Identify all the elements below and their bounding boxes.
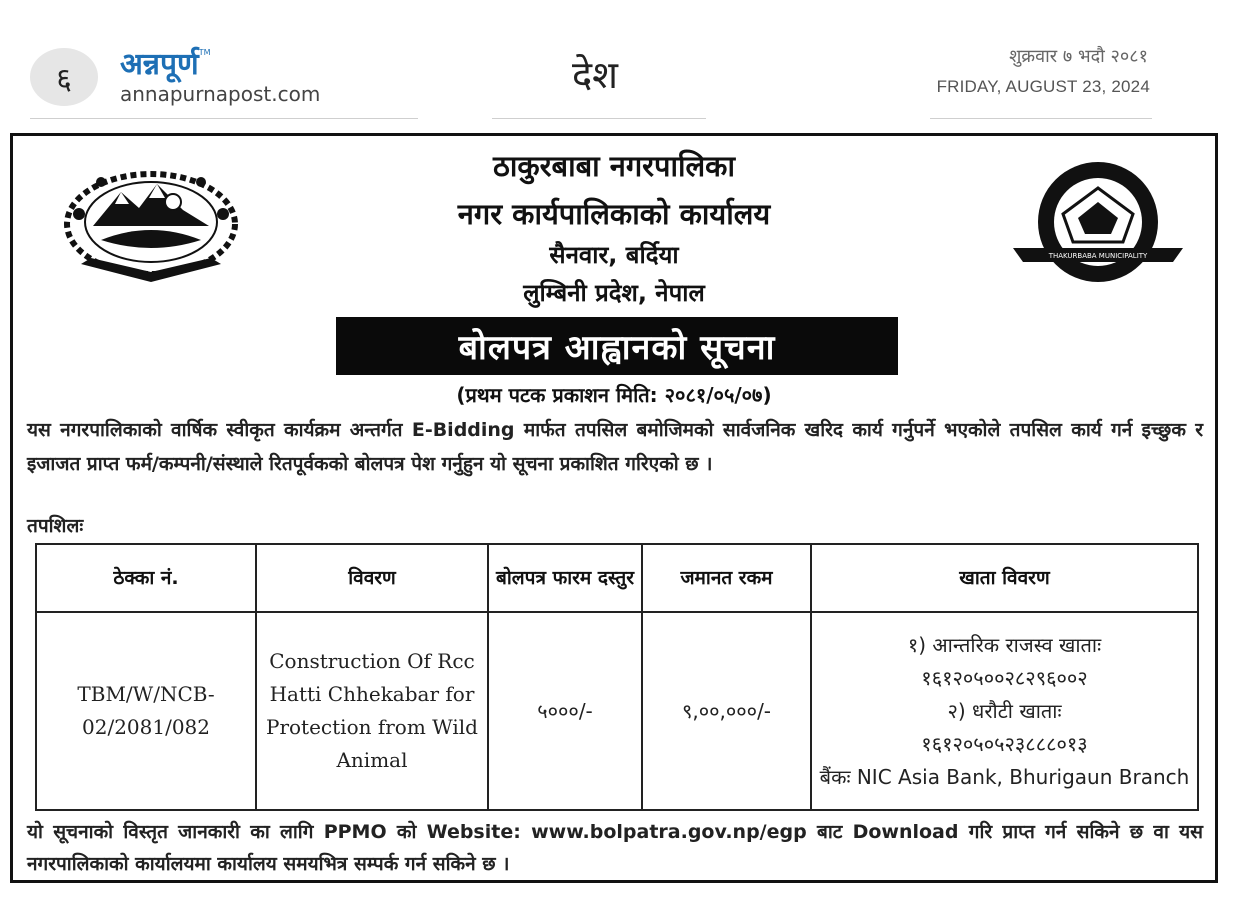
cell-description: Construction Of Rcc Hatti Chhekabar for Protection from Wild Animal <box>256 612 488 810</box>
notice-footer: यो सूचनाको विस्तृत जानकारी का लागि PPMO को Website: www.bolpatra.gov.np/egp बाट Download गरि प्राप्त गर्न सकिने छ वा यस नगरपालिकाको कार्यालयमा कार्यालय समयभित्र सम्पर्क गर्न सकिने छ । <box>27 821 1203 875</box>
section-title: देश <box>571 53 619 97</box>
brand-logo-text: अन्नपूर्ण <box>120 47 199 82</box>
org-office: नगर कार्यपालिकाको कार्यालय <box>457 197 771 231</box>
bank-name: बैंकः NIC Asia Bank, Bhurigaun Branch <box>819 764 1190 789</box>
header-divider <box>492 118 706 119</box>
cell-contract-no: TBM/W/NCB-02/2081/082 <box>36 612 256 810</box>
brand-website: annapurnapost.com <box>120 82 321 106</box>
cell-account-details <box>811 612 1198 810</box>
tender-notice <box>10 133 1218 883</box>
newspaper-brand[interactable] <box>120 48 320 106</box>
account-1-number: १६१२०५००२८२९६००२ <box>921 665 1088 690</box>
cell-security-amount: ९,००,०००/- <box>642 612 811 810</box>
details-label: तपशिलः <box>27 515 84 537</box>
date-english: FRIDAY, AUGUST 23, 2024 <box>936 77 1150 96</box>
org-address: सैनवार, बर्दिया <box>549 241 679 269</box>
col-contract-no: ठेक्का नं. <box>36 544 256 612</box>
col-account-details: खाता विवरण <box>811 544 1198 612</box>
date-nepali: शुक्रवार ७ भदौ २०८१ <box>1009 46 1148 67</box>
table-header-row <box>36 544 1198 612</box>
col-description: विवरण <box>256 544 488 612</box>
col-security-amount: जमानत रकम <box>642 544 811 612</box>
brand-tm: TM <box>198 48 211 57</box>
account-2-number: १६१२०५०५२३८८८०१३ <box>921 731 1088 756</box>
cell-form-fee: ५०००/- <box>488 612 642 810</box>
header-divider <box>30 118 418 119</box>
org-province: लुम्बिनी प्रदेश, नेपाल <box>523 279 705 307</box>
header-divider <box>930 118 1152 119</box>
notice-intro: यस नगरपालिकाको वार्षिक स्वीकृत कार्यक्रम अन्तर्गत E-Bidding मार्फत तपसिल बमोजिमको सार्वजनिक खरिद कार्य गर्नुपर्ने भएकोले तपसिल कार्य गर्न इच्छुक र इजाजत प्राप्त फर्म/कम्पनी/संस्थाले रितपूर्वकको बोलपत्र पेश गर्नुहुन यो सूचना प्रकाशित गरिएको छ । <box>27 419 1203 475</box>
tender-table <box>35 543 1199 811</box>
col-form-fee <box>488 544 642 612</box>
org-name: ठाकुरबाबा नगरपालिका <box>493 149 735 183</box>
account-2-label: २) धरौटी खाताः <box>947 698 1062 723</box>
emblem-caption: THAKURBABA MUNICIPALITY <box>1048 252 1148 260</box>
col-form-fee-label: बोलपत्र फारम दस्तुर <box>496 567 634 589</box>
notice-title-banner: बोलपत्र आह्वानको सूचना <box>336 317 898 375</box>
page-number: ६ <box>30 48 98 106</box>
account-1-label: १) आन्तरिक राजस्व खाताः <box>907 632 1102 657</box>
first-publish-date: (प्रथम पटक प्रकाशन मिति: २०८१/०५/०७) <box>456 383 772 407</box>
table-row <box>36 612 1198 810</box>
